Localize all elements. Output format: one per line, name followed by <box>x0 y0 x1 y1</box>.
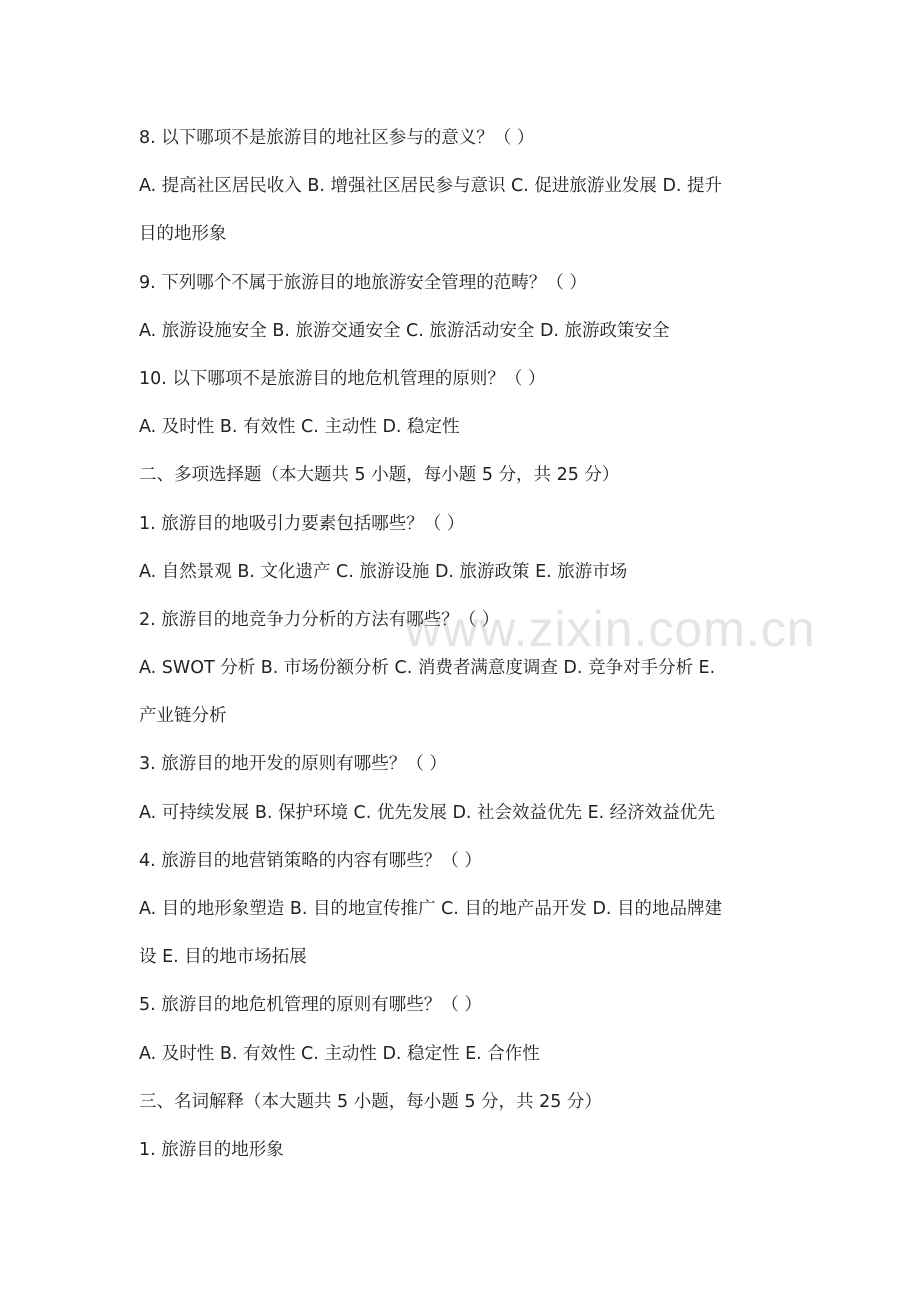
mc-question-4-options: A. 目的地形象塑造 B. 目的地宣传推广 C. 目的地产品开发 D. 目的地品牌建 <box>139 899 723 919</box>
question-8: 8. 以下哪项不是旅游目的地社区参与的意义？（ ） <box>139 128 535 148</box>
mc-question-1: 1. 旅游目的地吸引力要素包括哪些？（ ） <box>139 513 465 534</box>
mc-question-5: 5. 旅游目的地危机管理的原则有哪些？（ ） <box>139 995 482 1016</box>
section-heading-term-explanation: 三、名词解释（本大题共 5 小题，每小题 5 分，共 25 分） <box>139 1091 602 1112</box>
watermark: www.zixin.com.cn <box>405 601 816 657</box>
mc-question-4: 4. 旅游目的地营销策略的内容有哪些？（ ） <box>139 850 482 871</box>
mc-question-1-options: A. 自然景观 B. 文化遗产 C. 旅游设施 D. 旅游政策 E. 旅游市场 <box>139 561 628 582</box>
document-body <box>139 114 789 1174</box>
question-8-options: A. 提高社区居民收入 B. 增强社区居民参与意识 C. 促进旅游业发展 D. 提升 <box>139 176 723 197</box>
mc-question-4-options-cont: 设 E. 目的地市场拓展 <box>139 947 307 968</box>
question-10: 10. 以下哪项不是旅游目的地危机管理的原则？（ ） <box>139 368 546 389</box>
mc-question-3-options: A. 可持续发展 B. 保护环境 C. 优先发展 D. 社会效益优先 E. 经济效益优先 <box>139 802 715 823</box>
mc-question-3: 3. 旅游目的地开发的原则有哪些？（ ） <box>139 754 447 775</box>
question-9: 9. 下列哪个不属于旅游目的地旅游安全管理的范畴？（ ） <box>139 272 587 293</box>
question-8-options-cont: 目的地形象 <box>139 224 227 245</box>
mc-question-2-options: A. SWOT 分析 B. 市场份额分析 C. 消费者满意度调查 D. 竞争对手分析 E. <box>139 658 716 679</box>
question-9-options: A. 旅游设施安全 B. 旅游交通安全 C. 旅游活动安全 D. 旅游政策安全 <box>139 320 670 341</box>
mc-question-2: 2. 旅游目的地竞争力分析的方法有哪些？（ ） <box>139 609 500 630</box>
mc-question-2-options-cont: 产业链分析 <box>139 706 227 727</box>
term-question-1: 1. 旅游目的地形象 <box>139 1139 284 1160</box>
mc-question-5-options: A. 及时性 B. 有效性 C. 主动性 D. 稳定性 E. 合作性 <box>139 1043 540 1064</box>
question-10-options: A. 及时性 B. 有效性 C. 主动性 D. 稳定性 <box>139 417 460 438</box>
section-heading-multiple-choice: 二、多项选择题（本大题共 5 小题，每小题 5 分，共 25 分） <box>139 465 620 486</box>
